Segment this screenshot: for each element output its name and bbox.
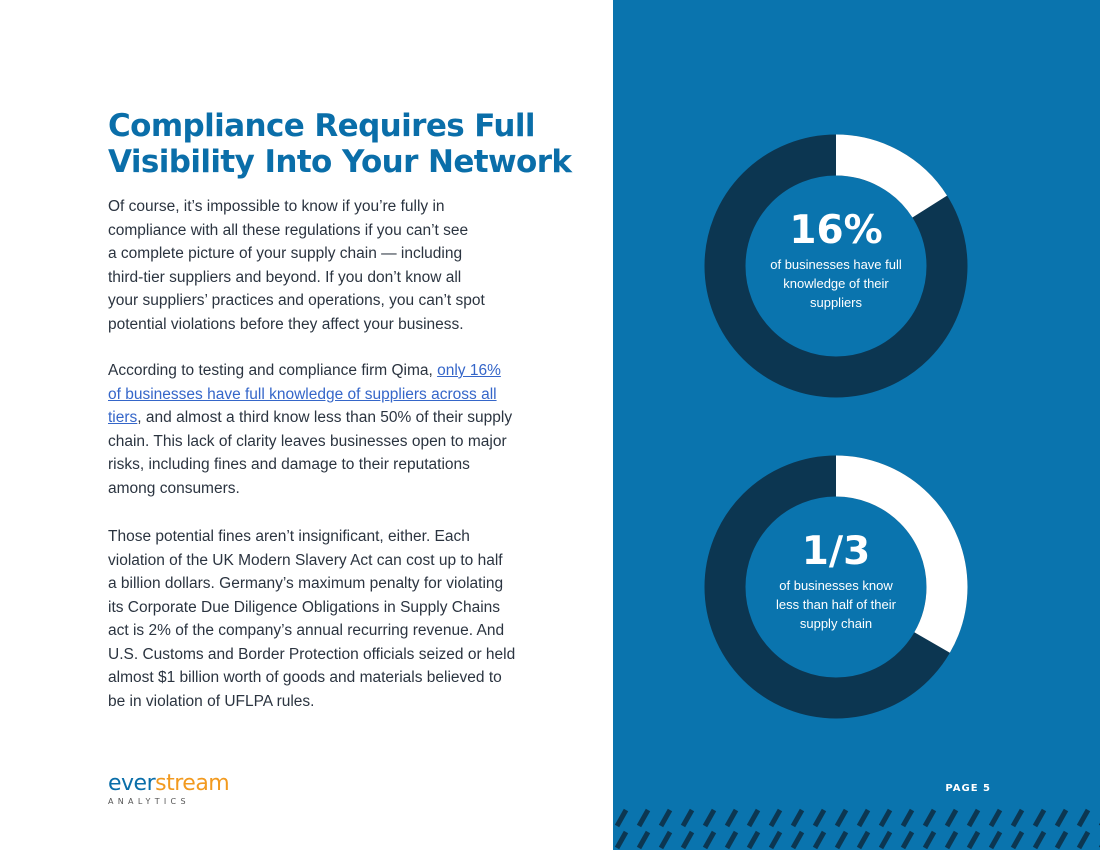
everstream-logo [108,772,229,806]
slash-pattern-decoration [613,806,1100,850]
stat-center [748,178,924,354]
paragraph-line: be in violation of UFLPA rules. [108,692,315,710]
paragraph-line: compliance with all these regulations if you can’t see [108,221,469,239]
stat-donut-supply-chain [704,455,968,719]
heading-line-1: Compliance Requires Full [108,108,535,144]
qima-source-link-end[interactable]: tiers [108,409,138,426]
paragraph-line: act is 2% of the company’s annual recurring revenue. And [108,622,505,639]
paragraph-line: Of course, it’s impossible to know if you’re fully in [108,198,445,215]
slash-pattern [613,806,1100,850]
logo-subtitle: ANALYTICS [108,797,190,806]
paragraph-line: a billion dollars. Germany’s maximum penalty for violating [108,575,504,592]
paragraph-text: , and almost a third know less than 50% of their supply [137,409,513,426]
stat-value: 16% [789,208,883,253]
paragraph-line: a complete picture of your supply chain — including [108,245,463,262]
logo-wordmark [108,772,229,796]
paragraph-line: your suppliers’ practices and operations, you can’t spot [108,292,485,309]
stat-label [761,576,911,633]
paragraph-line: U.S. Customs and Border Protection officials seized or held [108,645,516,663]
heading-line-2: Visibility Into Your Network [108,144,572,180]
paragraph-line [108,359,538,383]
stat-donut-suppliers-knowledge [704,134,968,398]
stat-label-line: of businesses have full [770,257,902,272]
paragraph-fines [108,525,538,713]
paragraph-line: Those potential fines aren’t insignificant, either. Each [108,528,470,545]
paragraph-intro [108,195,538,336]
paragraph-line: its Corporate Due Diligence Obligations in Supply Chains [108,598,501,616]
logo-word-part-2: stream [155,771,230,796]
paragraph-line [108,406,538,430]
paragraph-line: almost $1 billion worth of goods and materials believed to [108,669,502,686]
qima-source-link-continued[interactable]: of businesses have full knowledge of suppliers across all [108,385,497,403]
qima-source-link[interactable]: only 16% [437,362,501,379]
stat-label-line: of businesses know [779,578,893,593]
paragraph-line: among consumers. [108,479,240,497]
paragraph-line: risks, including fines and damage to their reputations [108,456,470,473]
stat-label-line: suppliers [809,295,863,310]
stats-panel [613,0,1100,850]
page-number: PAGE 5 [945,783,991,794]
paragraph-line: potential violations before they affect your business. [108,315,464,333]
paragraph-line: chain. This lack of clarity leaves businesses open to major [108,432,507,450]
paragraph-line: violation of the UK Modern Slavery Act can cost up to half [108,551,503,569]
stat-label-line: knowledge of their [783,276,889,291]
stat-center [748,499,924,675]
paragraph-line: third-tier suppliers and beyond. If you don’t know all [108,268,462,286]
stat-value: 1/3 [801,529,871,574]
stat-label [761,255,911,312]
logo-word-part-1: ever [108,771,156,796]
paragraph-text: According to testing and compliance firm Qima, [108,362,438,379]
stat-label-line: supply chain [799,616,873,631]
paragraph-line [108,383,538,407]
page-heading [108,108,578,180]
stat-label-line: less than half of their [776,597,896,612]
paragraph-qima [108,359,538,500]
